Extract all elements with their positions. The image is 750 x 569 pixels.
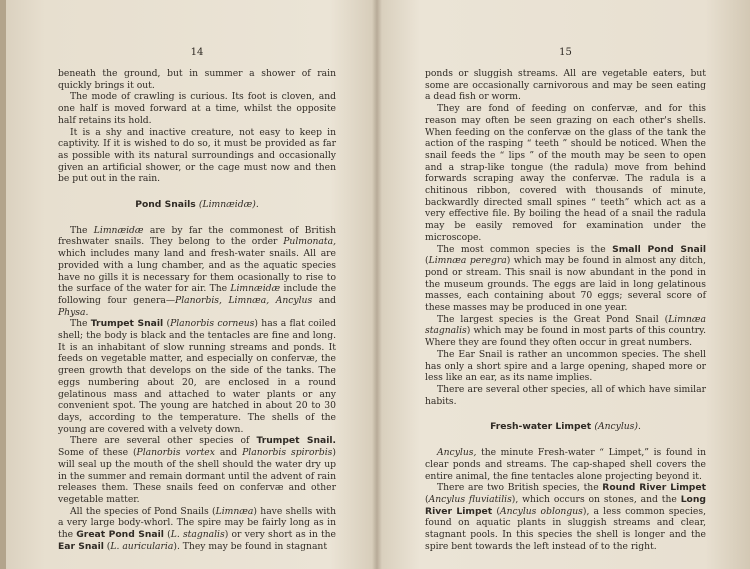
section-heading: Pond Snails (Limnæidæ). (135, 199, 259, 211)
paragraph: There are several other species, all of which have similar habits. (425, 383, 706, 407)
paragraph: All the species of Pond Snails (Limnæa) have shells with a very large body-whorl. The spire may be fairly long as in the Great Pond Snail (L. stagnalis) or very short as in the Ear Snail (L. auricularia). They may be found in stagnant (58, 505, 336, 552)
paragraph: The most common species is the Small Pond Snail (Limnæa peregra) which may be found in almost any ditch, pond or stream. This snail is now abundant in the pond in the museum grounds. The eggs are laid in long gelatinous masses, each containing about 70 eggs; several score of these masses may be produced in one year. (425, 243, 706, 314)
book-gutter (372, 0, 382, 569)
left-page (58, 0, 336, 569)
paragraph: The largest species is the Great Pond Snail (Limnæa stagnalis) which may be found in most parts of this country. Where they are found they often occur in great numbers. (425, 313, 706, 349)
paragraph: ponds or sluggish streams. All are vegetable eaters, but some are occasionally carnivorous and may be seen eating a dead fish or worm. (425, 68, 706, 103)
paragraph: They are fond of feeding on confervæ, and for this reason may often be seen grazing on each other's shells. When feeding on the confervæ on the glass of the tank the action of the rasping “ teeth ” should be noticed. When the snail feeds the “ lips ” of the mouth may be seen to open and a strap-like tongue (the radula) move from behind forwards scraping away the confervæ. The radula is a chitinous ribbon, covered with thousands of minute, backwardly directed small spines “ teeth” which act as a very effective file. By boiling the head of a snail the radula may be easily removed for examination under the microscope. (425, 103, 706, 243)
paragraph: The Ear Snail is rather an uncommon species. The shell has only a short spire and a large opening, shaped more or less like an ear, as its name implies. (425, 348, 706, 384)
paragraph: The Trumpet Snail (Planorbis corneus) has a flat coiled shell; the body is black and the tentacles are fine and long. It is an inhabitant of slow running streams and ponds. It feeds on vegetable matter, and especially on confervæ, the green growth that develops on the side of the tanks. The eggs numbering about 20, are enclosed in a round gelatinous mass and attached to water plants or any convenient spot. The young are hatched in about 20 to 30 days, according to the temperature. The shells of the young are covered with a velvety down. (58, 318, 336, 435)
paragraph: There are several other species of Trumpet Snail. Some of these (Planorbis vortex and Planorbis spirorbis) will seal up the mouth of the shell should the water dry up in the summer and remain dormant until the advent of rain releases them. These snails feed on confervæ and other vegetable matter. (58, 435, 336, 505)
right-page (425, 0, 706, 569)
paragraph: There are two British species, the Round River Limpet (Ancylus fluviatilis), which occurs on stones, and the Long River Limpet (Ancylus oblongus), a less common species, found on aquatic plants in sluggish streams and clear, stagnant pools. In this species the shell is longer and the spire bent towards the left instead of to the right. (425, 482, 706, 552)
page-number: 15 (559, 47, 572, 58)
paragraph: Ancylus, the minute Fresh-water “ Limpet,” is found in clear ponds and streams. The cap-shaped shell covers the entire animal, the fine tentacles alone projecting beyond it. (425, 447, 706, 482)
paragraph: beneath the ground, but in summer a shower of rain quickly brings it out. (58, 68, 336, 91)
page-edge (0, 0, 6, 569)
paragraph: It is a shy and inactive creature, not easy to keep in captivity. If it is wished to do so, it must be provided as far as possible with its natural surroundings and occasionally given an artificial shower, or the cage must now and then be put out in the rain. (58, 126, 336, 185)
paragraph: The mode of crawling is curious. Its foot is cloven, and one half is moved forward at a time, whilst the opposite half retains its hold. (58, 91, 336, 126)
page-text (425, 68, 706, 552)
page-number: 14 (190, 47, 204, 58)
section-heading: Fresh-water Limpet (Ancylus). (490, 421, 641, 433)
page-text (58, 68, 336, 552)
paragraph: The Limnæidæ are by far the commonest of British freshwater snails. They belong to the order Pulmonata, which includes many land and fresh-water snails. All are provided with a lung chamber, and as the aquatic species have no gills it is necessary for them ocasionally to rise to the surface of the water for air. The Limnæidæ include the following four genera—Planorbis, Limnæa, Ancylus and Physa. (58, 224, 336, 318)
